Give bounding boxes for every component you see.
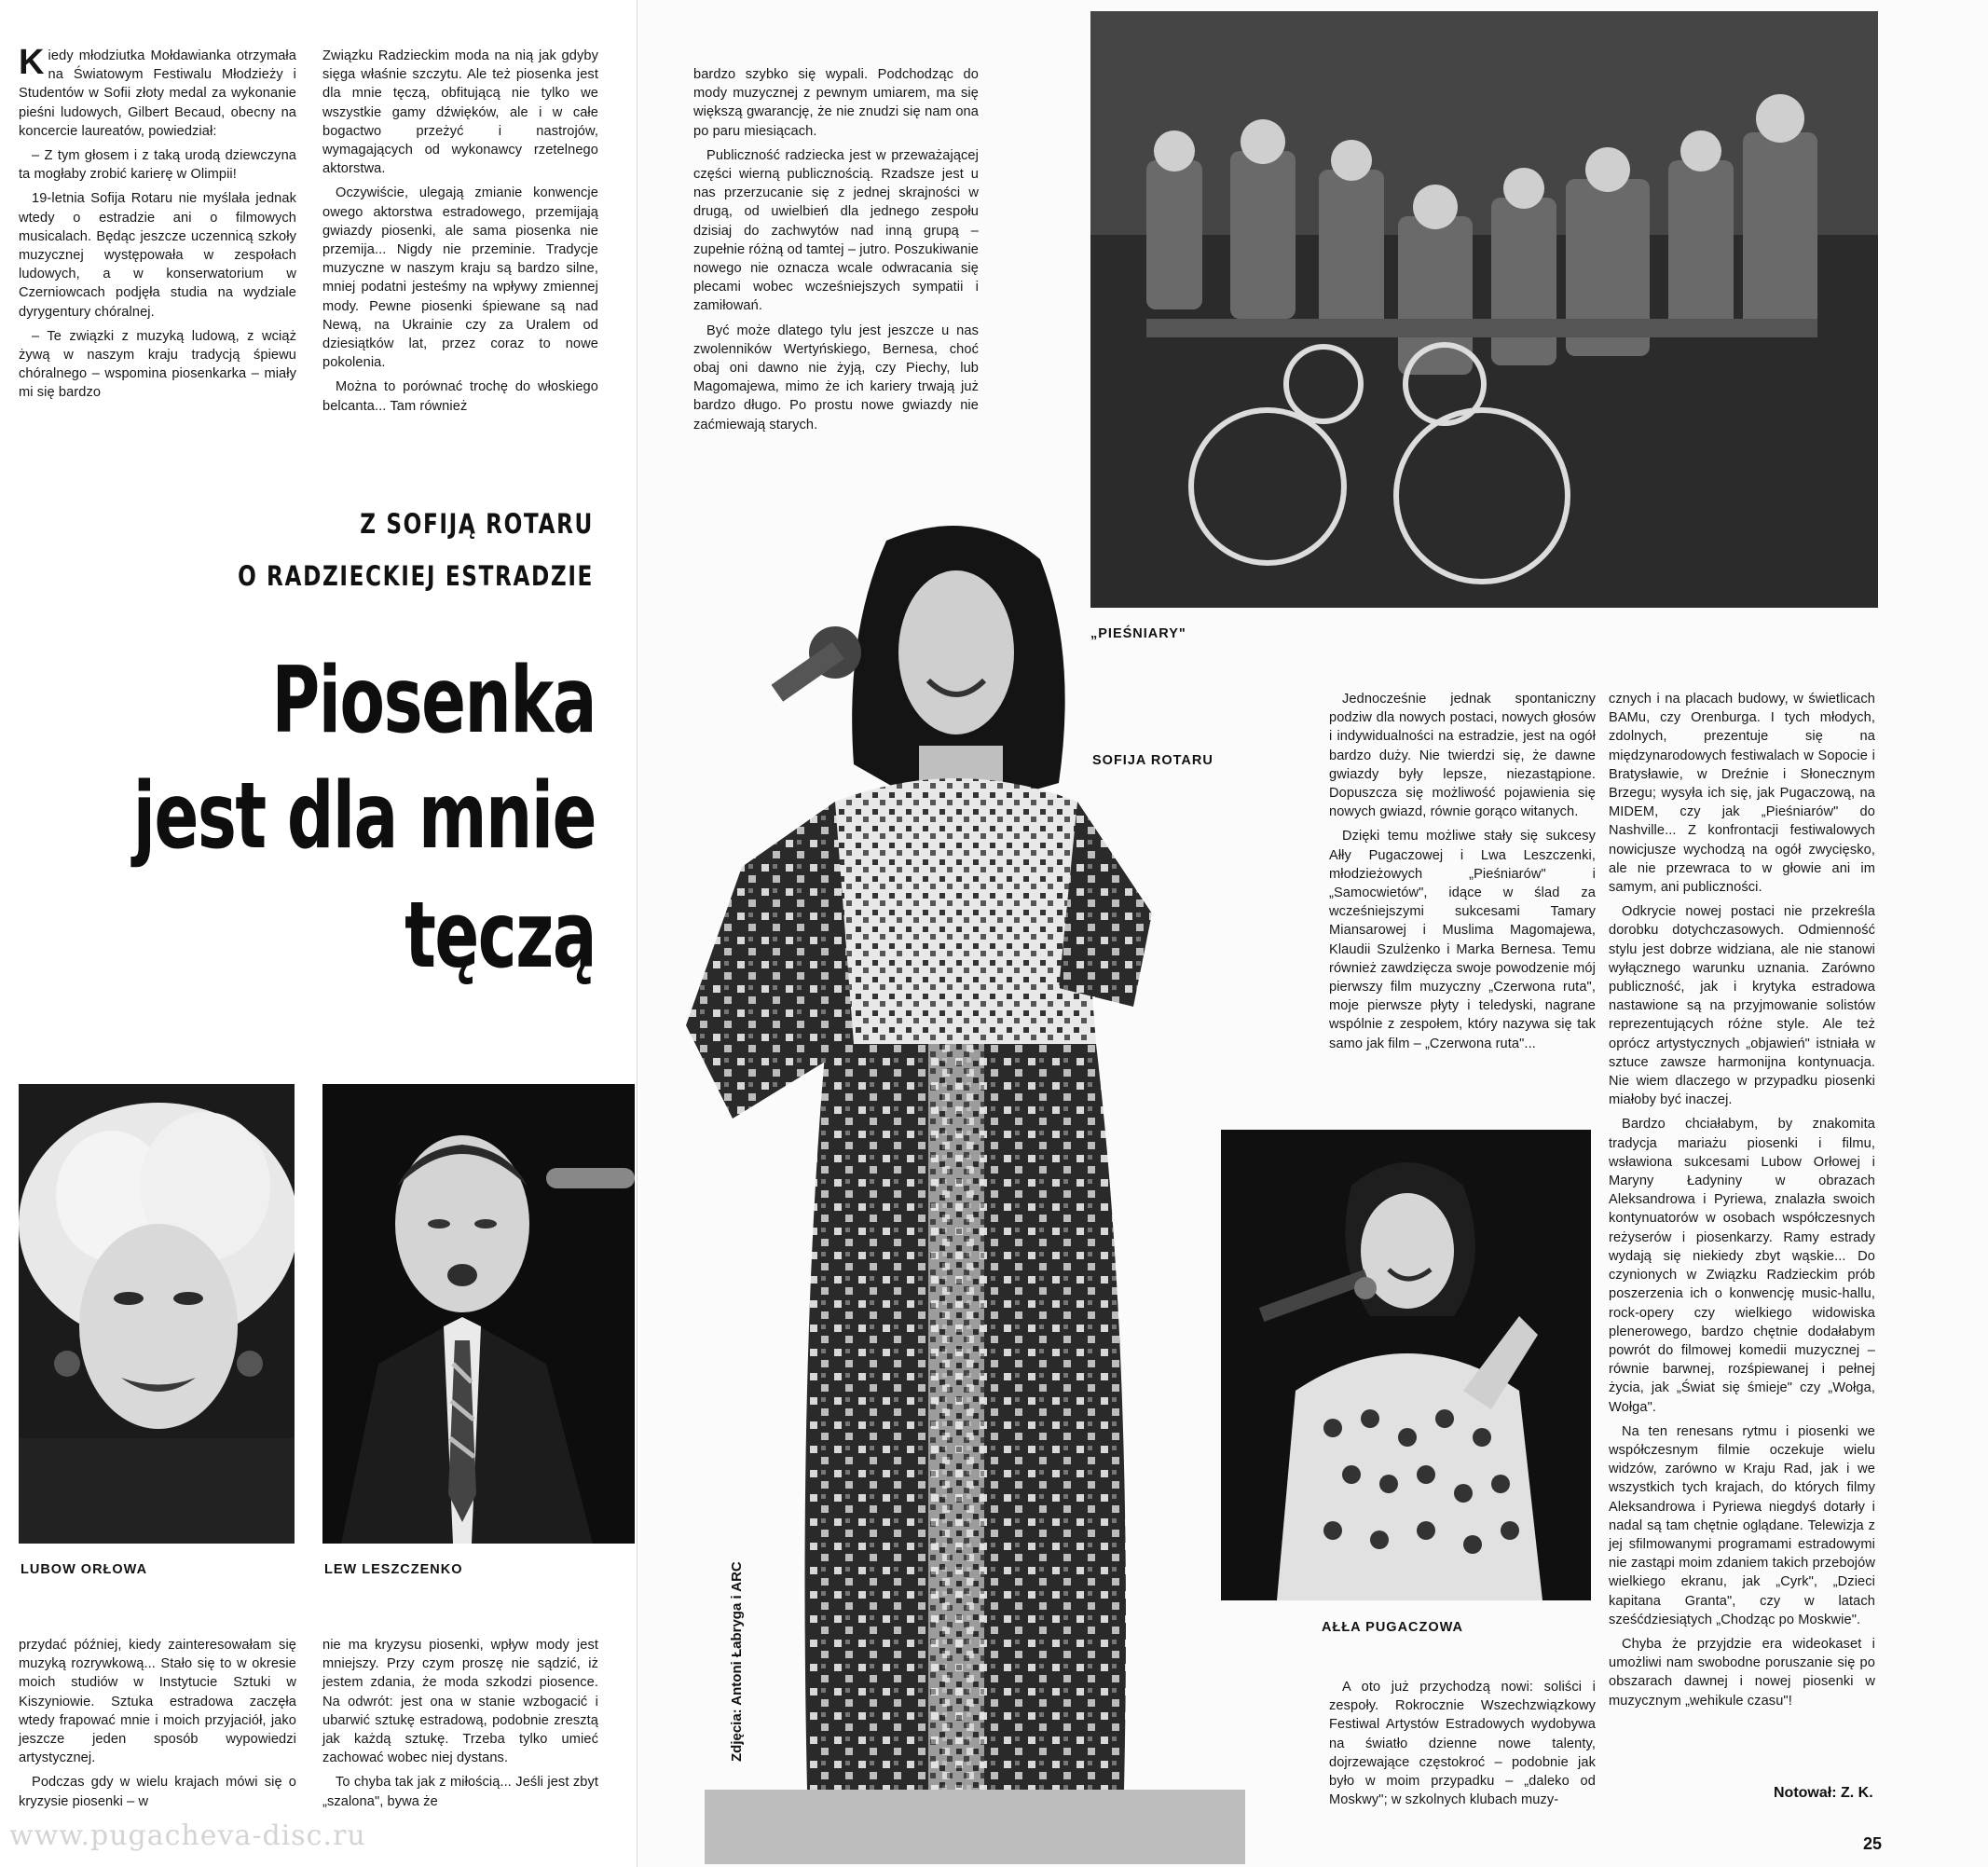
headline-line-1: Piosenka <box>271 648 596 754</box>
portrait-illustration <box>322 1084 635 1544</box>
photo-sofija-rotaru <box>686 522 1264 1864</box>
page-number: 25 <box>1863 1834 1883 1853</box>
caption-lubow-orlowa: LUBOW ORŁOWA <box>21 1562 148 1577</box>
paragraph: Odkrycie nowej postaci nie przekreśla dorobku dotychczasowych. Odmienność stylu jest dobrze widziana, ale nie stanowi wyłącznego warunku uznania. Zarówno publiczność, jak i krytyka estradowa nastawione są na przyjmowanie solistów reprezentujących różne style. Ale też oprócz artystycznych „objawień" istniała w sztuce zawsze harmonijna kontynuacja. Nie wiem dlaczego w przypadku piosenki miałoby być inaczej. <box>1609 904 1875 1108</box>
photo-alla-pugaczowa <box>1221 1130 1591 1600</box>
article-column-7 <box>1329 1678 1596 1815</box>
band-illustration <box>1090 11 1878 608</box>
paragraph: Jednocześnie jednak spontaniczny podziw dla nowych postaci, nowych głosów i indywidualności na estradzie, jest na ogół bardzo duży. Nie twierdzi się, że dawne gwiazdy były lepsze, niezastąpione. Dopuszcza się możliwość pojawienia się nowych gwiazd, równie gorąco witanych. <box>1329 692 1596 820</box>
watermark: www.pugacheva-disc.ru <box>9 1819 366 1852</box>
paragraph: – Z tym głosem i z taką urodą dziewczyna ta mogłaby zrobić karierę w Olimpii! <box>19 148 296 183</box>
article-column-3 <box>19 1636 296 1817</box>
photo-lew-leszczenko <box>322 1084 635 1544</box>
paragraph: To chyba tak jak z miłością... Jeśli jest zbyt „szalona", bywa że <box>322 1775 598 1809</box>
drop-cap: K <box>19 43 45 82</box>
article-column-8 <box>1609 690 1875 1716</box>
paragraph: Można to porównać trochę do włoskiego belcanta... Tam również <box>322 379 598 414</box>
right-page <box>639 0 1988 1867</box>
paragraph: Dzięki temu możliwe stały się sukcesy Ałły Pugaczowej i Lwa Leszczenki, młodzieżowych „Pieśniarów" i „Samocwietów", idące w ślad za wcześniejszymi sukcesami Tamary Miansarowej i Muslima Magomajewa, Klaudii Szulżenko i Marka Bernesa. Temu również zawdzięcza swoje powodzenie mój pierwszy film muzyczny „Czerwona ruta", moje pierwsze płyty i teledyski, nagrane wspólnie z zespołem, który nazywa się tak samo jak film – „Czerwona ruta"... <box>1329 829 1596 1051</box>
paragraph: Być może dlatego tylu jest jeszcze u nas zwolenników Wertyńskiego, Bernesa, choć obaj oni dawno nie żyją, czy Piechy, lub Magomajewa, mimo że ich kariery trwają już bardzo długo. Po prostu nowe gwiazdy nie zaćmiewają starych. <box>693 323 979 432</box>
paragraph: A oto już przychodzą nowi: soliści i zespoły. Rokrocznie Wszechzwiązkowy Festiwal Artystów Estradowych wydobywa na światło dzienne nowe talenty, dojrzewające częstokroć – podobnie jak było w moim przypadku – „daleko od Moskwy"; w szkolnych klubach muzy- <box>1329 1680 1596 1808</box>
headline-line-3: tęczą <box>404 883 596 989</box>
byline-signature: Notował: Z. K. <box>1774 1785 1873 1801</box>
paragraph: Oczywiście, ulegają zmianie konwencje owego aktorstwa estradowego, przemijają gwiazdy piosenki, ale sama piosenka nie przemija... Nigdy nie przeminie. Tradycje muzyczne w naszym kraju są bardzo silne, mniej podatni jesteśmy na wpływy zmiennej mody. Pewne piosenki śpiewane są nad Newą, na Ukrainie czy za Uralem od dziesiątków lat, przez coraz to nowe pokolenia. <box>322 185 598 371</box>
kicker-line-2: O RADZIECKIEJ ESTRADZIE <box>238 560 594 592</box>
article-column-4 <box>322 1636 598 1817</box>
paragraph: nie ma kryzysu piosenki, wpływ mody jest mniejszy. Przy czym proszę nie sądzić, iż jestem zdania, że moda szkodzi piosence. Na odwrót: jest ona w stanie wzbogacić i ubarwić sztukę estradową, podobnie zresztą jak każdą sztukę. Trzeba tylko umieć zachować wobec niej dystans. <box>322 1638 598 1766</box>
caption-alla-pugaczowa: AŁŁA PUGACZOWA <box>1322 1620 1464 1635</box>
kicker-line-1: Z SOFIJĄ ROTARU <box>360 508 594 540</box>
caption-piesniary: „PIEŚNIARY" <box>1090 626 1186 641</box>
paragraph: Publiczność radziecka jest w przeważającej części wierną publicznością. Rzadsze jest u nas przerzucanie się z jednej skrajności w drugą, od uwielbień dla jednego zespołu dzisiaj do zachwytów nad inną grupą – zupełnie różną od tamtej – jutro. Poszukiwanie nowego nie oznacza wcale odwracania się plecami wobec wcześniejszych sympatii i zamiłowań. <box>693 147 979 314</box>
paragraph: Chyba że przyjdzie era wideokaset i umożliwi nam swobodne poruszanie się po obszarach dawnej i nowej piosenki w muzycznym „wehikule czasu"! <box>1609 1636 1875 1709</box>
headline-line-2: jest dla mnie <box>132 763 596 870</box>
portrait-illustration <box>19 1084 295 1544</box>
article-column-5 <box>693 65 979 440</box>
photo-lubow-orlowa <box>19 1084 295 1544</box>
paragraph: 19-letnia Sofija Rotaru nie myślała jednak wtedy o estradzie ani o filmowych musicalach. Będąc jeszcze uczennicą szkoły muzycznej występowała w zespołach ludowych, a w konserwatorium w Czerniowcach podjęła studia na wydziale dyrygentury chóralnej. <box>19 191 296 320</box>
photo-credit: Zdjęcia: Antoni Łabryga i ARC <box>729 1561 745 1762</box>
caption-sofija-rotaru: SOFIJA ROTARU <box>1092 753 1213 768</box>
article-column-2 <box>322 47 598 421</box>
paragraph: bardzo szybko się wypali. Podchodząc do mody muzycznej z pewnym umiarem, ma się większą gwarancję, że nie znudzi się nam ona po paru miesiącach. <box>693 67 979 139</box>
paragraph: przydać później, kiedy zainteresowałam się muzyką rozrywkową... Stało się to w okresie moich studiów w Instytucie Sztuki w Kiszyniowie. Sztuka estradowa zaczęła wtedy frapować mnie i moich przyjaciół, jako jeszcze jeden sposób wypowiedzi artystycznej. <box>19 1638 296 1766</box>
paragraph: Związku Radzieckim moda na nią jak gdyby sięga właśnie szczytu. Ale też piosenka jest dla mnie tęczą, obfitującą nie tylko we wszystkie gamy dźwięków, ale i w całe bogactwo przeżyć i nastrojów, wymagających od wykonawcy rzetelnego aktorstwa. <box>322 48 598 177</box>
paragraph: – Te związki z muzyką ludową, z wciąż żywą w naszym kraju tradycją śpiewu chóralnego – wspomina piosenkarka – miały mi się bardzo <box>19 328 296 401</box>
paragraph: Bardzo chciałabym, by znakomita tradycja mariażu piosenki i filmu, wsławiona sukcesami Lubow Orłowej i Maryny Ładyniny w obrazach Aleksandrowa i Pyriewa, znalazła swoich kontynuatorów w osobach współczesnych reżyserów i piosenkarzy. Ramy estrady wydają się niekiedy zbyt wąskie... Do czynionych w Związku Radzieckim prób poszerzenia ich o konwencję music-hallu, rock-opery czy wielkiego widowiska plenerowego, bardzo chętnie dodałabym powrót do filmowej komedii muzycznej – równie barwnej, rozśpiewanej i pełnej życia, jak „Świat się śmieje" czy „Wołga, Wołga". <box>1609 1117 1875 1415</box>
left-page <box>0 0 638 1867</box>
caption-lew-leszczenko: LEW LESZCZENKO <box>324 1562 463 1577</box>
singer-illustration <box>1221 1130 1591 1600</box>
paragraph: Podczas gdy w wielu krajach mówi się o kryzysie piosenki – w <box>19 1775 296 1809</box>
singer-illustration <box>686 522 1264 1864</box>
article-column-6 <box>1329 690 1596 1059</box>
paragraph: Na ten renesans rytmu i piosenki we współczesnym filmie oczekuje wielu widzów, zarówno w Kraju Rad, jak i we wszystkich tych krajach, do których filmy Aleksandrowa i Pyriewa niegdyś dotarły i nadal są tam chętnie oglądane. Telewizja z jej sfilmowanymi programami estradowymi nie zastąpi moim zdaniem takich przebojów wielkiego ekranu, jak „Cyrk", „Dzieci kapitana Granta", czy w latach sześćdziesiątych „Chodząc po Moskwie". <box>1609 1423 1875 1627</box>
article-column-1 <box>19 43 296 408</box>
paragraph: Kiedy młodziutka Mołdawianka otrzymała na Światowym Festiwalu Młodzieży i Studentów w Sofii złoty medal za wykonanie pieśni ludowych, Gilbert Becaud, obecny na koncercie laureatów, powiedział: <box>19 43 296 139</box>
paragraph: cznych i na placach budowy, w świetlicach BAMu, czy Orenburga. I tych młodych, zdolnych, prezentuje się na międzynarodowych festiwalach w Sopocie i Bratysławie, w Dreźnie i Słonecznym Brzegu; wysyła ich się, jak Pugaczową, na MIDEM, czy jak „Pieśniarów" do Nashville... Z konfrontacji festiwalowych nowicjusze wychodzą na ogół zwycięsko, ale nie przewraca to w głowie ani im samym, ani publiczności. <box>1609 692 1875 896</box>
photo-piesniary <box>1090 11 1878 608</box>
